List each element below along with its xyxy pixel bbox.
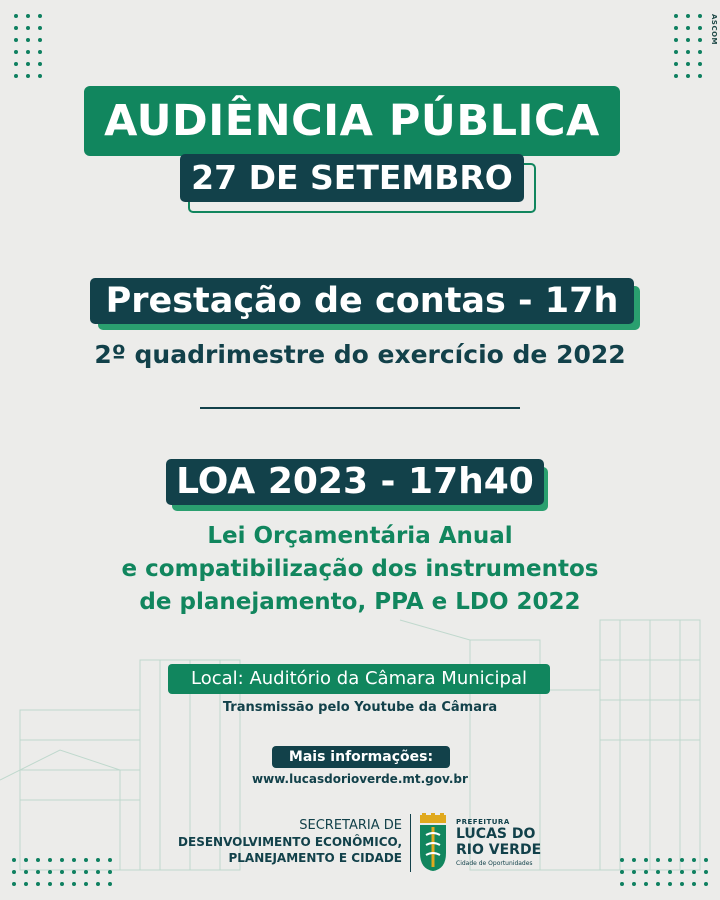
website-link[interactable]: www.lucasdorioverde.mt.gov.br <box>252 772 468 786</box>
city-name-line: LUCAS DO <box>456 826 536 842</box>
city-name-line: RIO VERDE <box>456 842 542 858</box>
ascom-badge: ASCOM <box>710 14 718 46</box>
decorative-dots-top-left <box>14 14 42 78</box>
item2-description <box>0 520 720 619</box>
more-info-label: Mais informações: <box>272 746 450 768</box>
event-date: 27 DE SETEMBRO <box>180 154 524 202</box>
item2-line: e compatibilização dos instrumentos <box>121 556 599 582</box>
section-divider <box>200 407 520 409</box>
city-crest-icon <box>418 813 448 873</box>
item2-line: de planejamento, PPA e LDO 2022 <box>139 589 581 615</box>
item1-subheading: 2º quadrimestre do exercício de 2022 <box>94 340 626 369</box>
item2-line: Lei Orçamentária Anual <box>207 523 513 549</box>
item2-heading: LOA 2023 - 17h40 <box>166 459 544 505</box>
decorative-dots-bottom-right <box>620 858 708 886</box>
secretaria-line: PLANEJAMENTO E CIDADE <box>228 851 402 865</box>
prefeitura-logo <box>456 818 541 867</box>
decorative-dots-bottom-left <box>12 858 112 886</box>
event-title: AUDIÊNCIA PÚBLICA <box>84 86 620 156</box>
footer-separator <box>410 814 411 872</box>
secretaria-name <box>170 818 402 866</box>
prefeitura-label: PREFEITURA <box>456 818 510 826</box>
broadcast-text: Transmissão pelo Youtube da Câmara <box>222 700 498 715</box>
secretaria-line: DESENVOLVIMENTO ECONÔMICO, <box>178 835 402 849</box>
secretaria-line: SECRETARIA DE <box>299 818 402 833</box>
city-slogan: Cidade de Oportunidades <box>456 860 533 867</box>
location-label: Local: Auditório da Câmara Municipal <box>168 664 550 694</box>
decorative-dots-top-right <box>674 14 702 78</box>
item1-heading: Prestação de contas - 17h <box>90 278 634 324</box>
